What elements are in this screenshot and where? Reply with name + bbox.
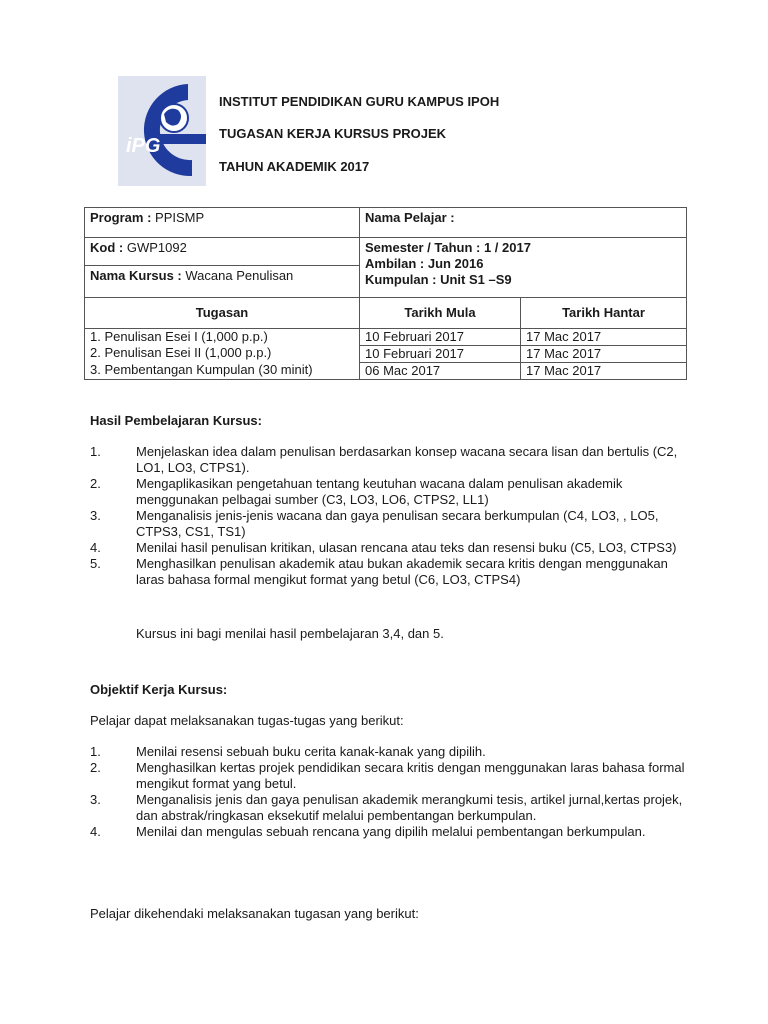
header-tarikh-mula: Tarikh Mula [360,298,521,328]
task-start: 06 Mac 2017 [360,362,521,379]
list-item: 5. Menghasilkan penulisan akademik atau bukan akademik secara kritis dengan menggunakan laras bahasa formal mengikut format yang betul (C6, LO3, CTPS4) [90,556,668,587]
task-table [84,298,687,380]
objectives-heading: Objektif Kerja Kursus: [90,682,228,697]
list-item: 3. Menganalisis jenis-jenis wacana dan gaya penulisan secara berkumpulan (C4, LO3, , LO5, CTPS3, CS1, TS1) [90,508,659,539]
academic-year: TAHUN AKADEMIK 2017 [219,159,370,174]
table-row [85,328,687,345]
course-info-table [84,207,687,298]
outcomes-heading: Hasil Pembelajaran Kursus: [90,413,262,428]
outcomes-note: Kursus ini bagi menilai hasil pembelajaran 3,4, dan 5. [136,626,444,641]
list-item: 2. Mengaplikasikan pengetahuan tentang keutuhan wacana dalam penulisan akademik menggunakan pelbagai sumber (C3, LO3, LO6, CTPS2, LL1) [90,476,623,507]
list-item: 1. Menilai resensi sebuah buku cerita kanak-kanak yang dipilih. [90,744,486,759]
closing-text: Pelajar dikehendaki melaksanakan tugasan yang berikut: [90,906,419,921]
objectives-intro: Pelajar dapat melaksanakan tugas-tugas yang berikut: [90,713,404,728]
header-tarikh-hantar: Tarikh Hantar [521,298,687,328]
header-tugasan: Tugasan [85,298,360,328]
ipg-logo [118,76,206,186]
task-due: 17 Mac 2017 [521,345,687,362]
list-item: 4. Menilai dan mengulas sebuah rencana yang dipilih melalui pembentangan berkumpulan. [90,824,646,839]
course-name-label: Nama Kursus : [90,268,182,283]
task-name: 1. Penulisan Esei I (1,000 p.p.) [85,328,360,345]
task-name: 3. Pembentangan Kumpulan (30 minit) [85,362,360,379]
course-name-cell [85,266,360,298]
task-due: 17 Mac 2017 [521,362,687,379]
table-row [85,362,687,379]
program-label: Program : [90,210,152,225]
task-start: 10 Februari 2017 [360,328,521,345]
student-name-label: Nama Pelajar : [365,210,455,225]
svg-text:iPG: iPG [126,135,161,157]
task-due: 17 Mac 2017 [521,328,687,345]
list-item: 1. Menjelaskan idea dalam penulisan berdasarkan konsep wacana secara lisan dan bertulis (C2, LO1, LO3, CTPS1). [90,444,678,475]
kod-value: GWP1092 [126,240,187,255]
outcomes-list [90,444,690,588]
kod-label: Kod : [90,240,124,255]
assignment-title: TUGASAN KERJA KURSUS PROJEK [219,126,447,141]
task-start: 10 Februari 2017 [360,345,521,362]
course-name-value: Wacana Penulisan [185,268,294,283]
kod-cell [85,238,360,266]
list-item: 4. Menilai hasil penulisan kritikan, ulasan rencana atau teks dan resensi buku (C5, LO3, CTPS3) [90,540,677,555]
table-row [85,345,687,362]
program-cell [85,208,360,238]
list-item: 3. Menganalisis jenis dan gaya penulisan akademik merangkumi tesis, artikel jurnal,kertas projek, dan abstrak/ringkasan eksekutif melalui pembentangan berkumpulan. [90,792,683,823]
program-value: PPISMP [155,210,205,225]
ambilan-text: Ambilan : Jun 2016 [365,256,484,271]
institution-title: INSTITUT PENDIDIKAN GURU KAMPUS IPOH [219,94,500,109]
semester-text: Semester / Tahun : 1 / 2017 [365,240,531,255]
task-name: 2. Penulisan Esei II (1,000 p.p.) [85,345,360,362]
objectives-list [90,744,690,840]
semester-cell [360,238,687,298]
list-item: 2. Menghasilkan kertas projek pendidikan secara kritis dengan menggunakan laras bahasa formal mengikut format yang betul. [90,760,685,791]
kumpulan-text: Kumpulan : Unit S1 –S9 [365,272,512,287]
student-name-cell [360,208,687,238]
